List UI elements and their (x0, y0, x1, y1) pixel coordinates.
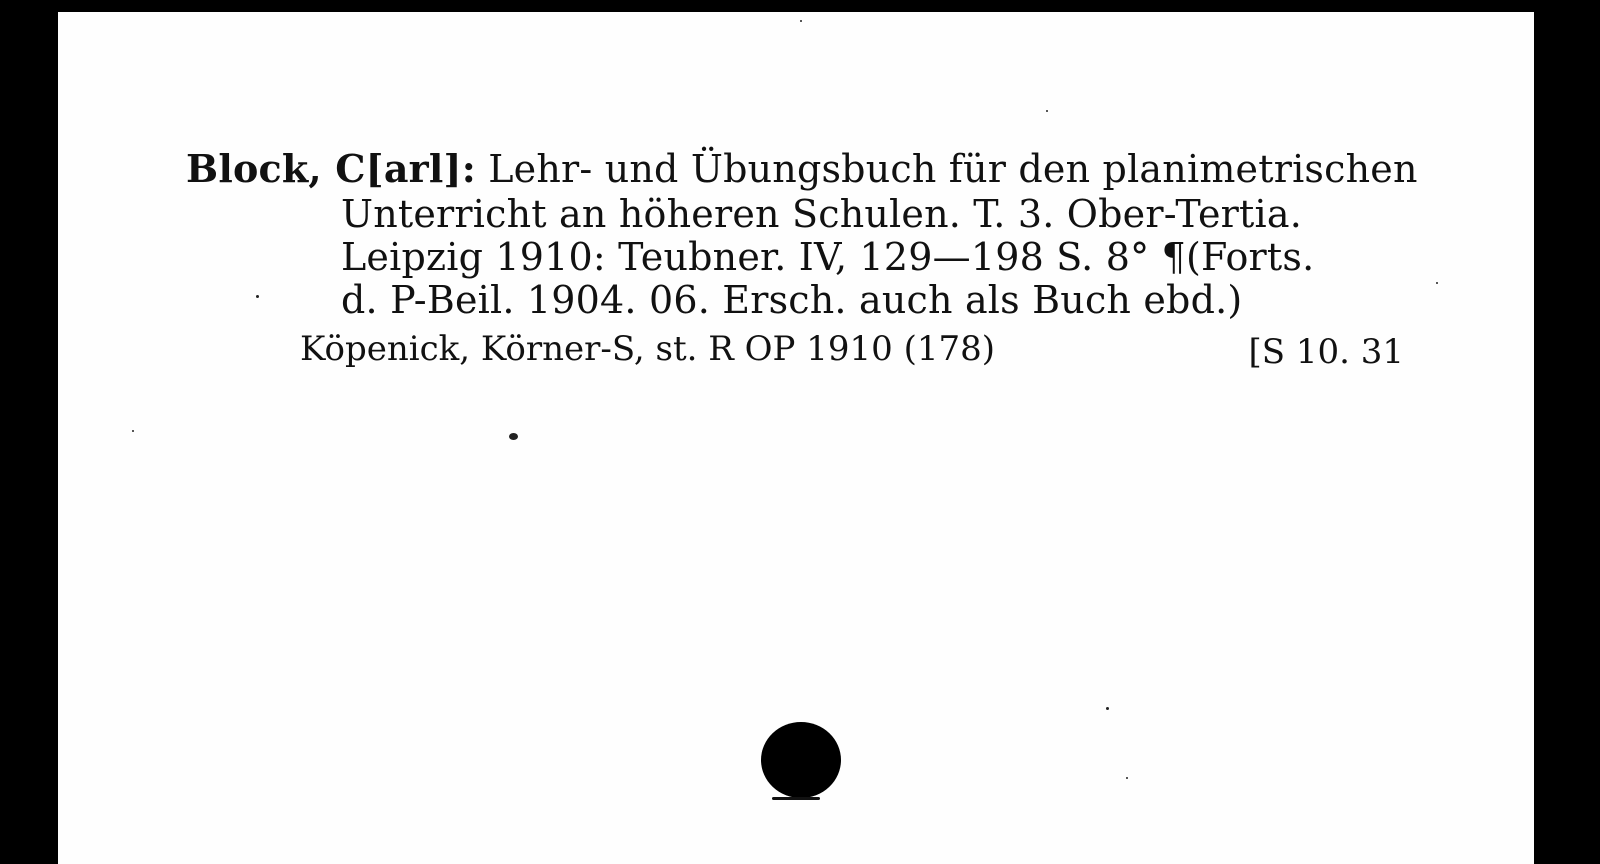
catalog-card (58, 12, 1534, 864)
entry-line-4: d. P-Beil. 1904. 06. Ersch. auch als Buch ebd.) (341, 278, 1243, 322)
shelf-mark: [S 10. 31 (1248, 332, 1404, 372)
ink-speck (256, 295, 259, 298)
punch-hole-edge (772, 797, 820, 800)
author-name: Block, C[arl]: (186, 146, 476, 191)
ink-speck (1126, 777, 1128, 779)
entry-line-2: Unterricht an höheren Schulen. T. 3. Ober-Tertia. (341, 192, 1302, 236)
ink-speck (1046, 110, 1048, 112)
holding-location: Köpenick, Körner-S, st. R OP 1910 (178) (300, 329, 995, 369)
ink-speck (1436, 282, 1438, 284)
title-start: Lehr- und Übungsbuch für den planimetrischen (488, 147, 1418, 191)
entry-line-3: Leipzig 1910: Teubner. IV, 129—198 S. 8° ¶(Forts. (341, 235, 1315, 279)
ink-speck (509, 433, 518, 440)
ink-speck (1106, 707, 1109, 710)
punch-hole (761, 722, 841, 798)
ink-speck (132, 430, 134, 432)
ink-speck (800, 20, 802, 22)
entry-first-line (186, 146, 1418, 191)
